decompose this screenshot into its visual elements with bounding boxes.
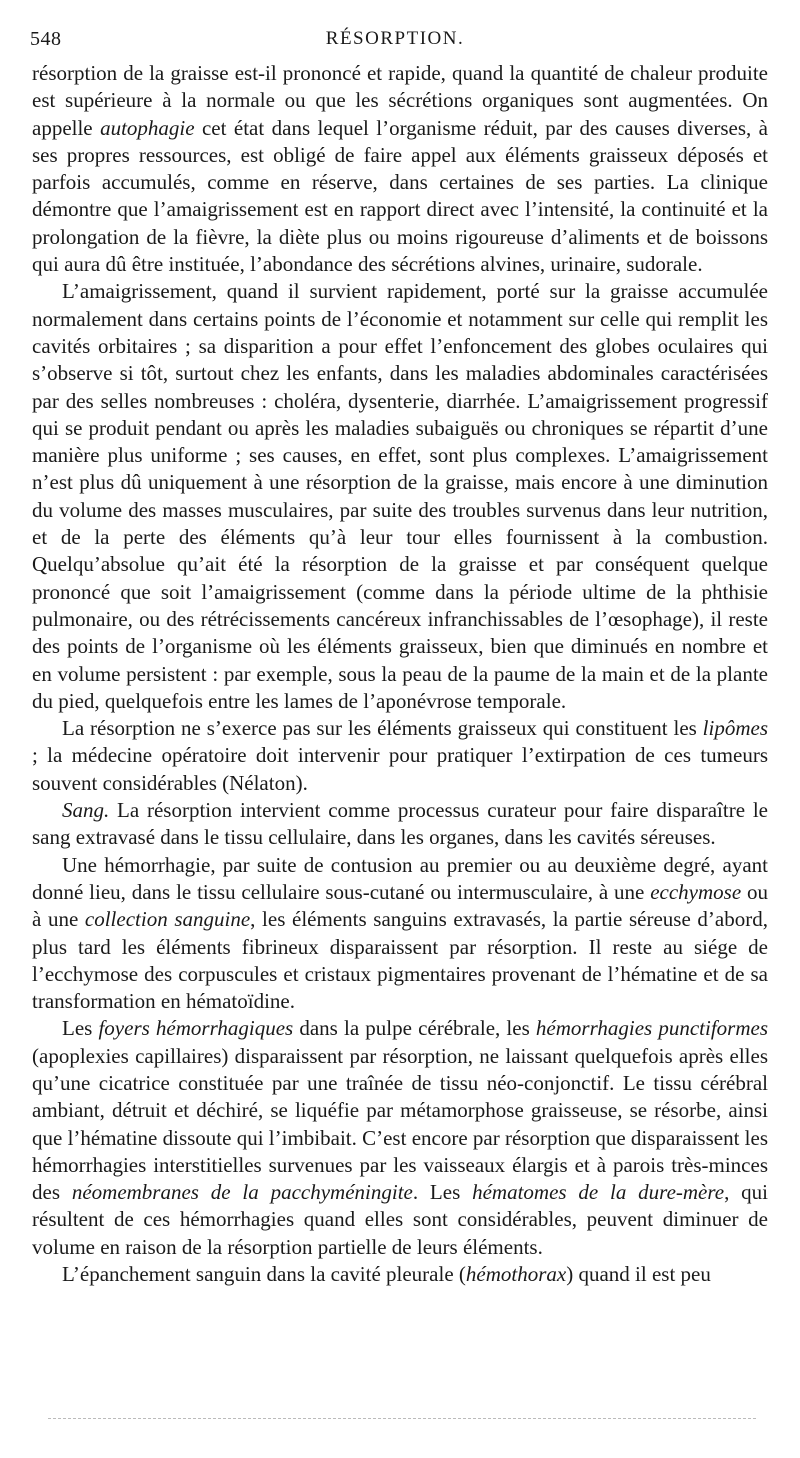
footer-rule	[48, 1418, 756, 1419]
text-run: ou à une	[32, 879, 768, 932]
text-run: cet état dans lequel l’organisme réduit, par des causes diverses, à ses propres ressources, est obligé de faire appel aux éléments graisseux déposés et parfois accumulés, comme en réserve, dans certaines de ses parties. La clinique démontre que l’amaigrissement est en rapport direct avec l’intensité, la continuité et la prolongation de la fièvre, la diète plus ou moins rigoureuse d’aliments et de boissons qui aura dû être instituée, l’abondance des sécrétions alvines, urinaire, sudorale.	[32, 115, 768, 277]
paragraph	[32, 852, 768, 1016]
text-run: , les éléments sanguins extravasés, la partie séreuse d’abord, plus tard les éléments fibrineux disparaissent par résorption. Il reste au siége de l’ecchymose des corpuscules et cristaux pigmentaires provenant de l’hématine et de sa transformation en hématoïdine.	[32, 907, 768, 1014]
text-body	[32, 60, 768, 1288]
italic-term: ecchymose	[650, 879, 742, 904]
italic-term: autophagie	[100, 115, 195, 140]
italic-term: collection sanguine	[84, 907, 251, 932]
italic-term: hémorrhagies punctiformes	[535, 1016, 768, 1041]
paragraph	[32, 1015, 768, 1261]
text-run: Une hémorrhagie, par suite de contusion au premier ou au deuxième degré, ayant donné lieu, dans le tissu cellulaire sous-cutané ou intermusculaire, à une	[32, 852, 768, 904]
italic-term: hématomes de la dure-mère	[472, 1180, 725, 1205]
italic-term: Sang.	[62, 798, 110, 823]
text-run: ) quand il est peu	[566, 1262, 711, 1287]
text-run: ; la médecine opératoire doit intervenir pour pratiquer l’extirpation de ces tumeurs souvent considérables (Nélaton).	[32, 743, 768, 795]
text-run: La résorption intervient comme processus curateur pour faire disparaître le sang extravasé dans le tissu cellulaire, dans les organes, dans les cavités séreuses.	[32, 798, 768, 850]
italic-term: foyers hémorrhagiques	[98, 1016, 294, 1041]
running-title: RÉSORPTION.	[325, 28, 465, 49]
page-header	[30, 28, 760, 58]
paragraph	[32, 278, 768, 715]
text-run: L’amaigrissement, quand il survient rapidement, porté sur la graisse accumulée normalement dans certains points de l’économie et notamment sur celle qui remplit les cavités orbitaires ; sa disparition a pour effet l’enfoncement des globes oculaires qui s’observe si tôt, surtout chez les enfants, dans les maladies abdominales caractérisées par des selles nombreuses : choléra, dysenterie, diarrhée. L’amaigrissement progressif qui se produit pendant ou après les maladies subaiguës ou chroniques se répartit d’une manière plus uniforme ; ses causes, en effet, sont plus complexes. L’amaigrissement n’est plus dû uniquement à une résorption de la graisse, mais encore à une diminution du volume des masses musculaires, par suite des troubles survenus dans leur nutrition, et de la perte des éléments qu’à leur tour elles fournissent à la combustion. Quelqu’absolue qu’ait été la résorption de la graisse et par conséquent quelque prononcé que soit l’amaigrissement (comme dans la période ultime de la phthisie pulmonaire, ou des rétrécissements cancéreux infranchissables de l’œsophage), il reste des points de l’organisme où les éléments graisseux, bien que diminués en nombre et en volume persistent : par exemple, sous la peau de la paume de la main et de la plante du pied, quelquefois entre les lames de l’aponévrose temporale.	[32, 279, 768, 713]
paragraph	[32, 715, 768, 797]
paragraph	[32, 797, 768, 852]
text-run: L’épanchement sanguin dans la cavité pleurale (	[62, 1262, 466, 1287]
paragraph	[32, 1261, 768, 1288]
text-run: dans la pulpe cérébrale, les	[293, 1016, 536, 1041]
text-run: . Les	[412, 1180, 473, 1205]
text-run: résorption de la graisse est-il prononcé et rapide, quand la quantité de chaleur produite est supérieure à la normale ou que les sécrétions organiques sont augmentées. On appelle	[32, 61, 768, 140]
text-run: , qui résultent de ces hémorrhagies quand elles sont considérables, peuvent diminuer de volume en raison de la résorption partielle de leurs éléments.	[32, 1180, 768, 1259]
italic-term: néomembranes de la pacchyméningite	[71, 1180, 413, 1205]
italic-term: hémothorax	[465, 1262, 567, 1287]
page-number: 548	[30, 28, 62, 50]
italic-term: lipômes	[702, 716, 768, 741]
text-run: La résorption ne s’exerce pas sur les éléments graisseux qui constituent les	[62, 716, 703, 741]
text-run: Les	[62, 1016, 99, 1041]
text-run: (apoplexies capillaires) disparaissent par résorption, ne laissant quelquefois après elles qu’une cicatrice constituée par une traînée de tissu néo-conjonctif. Le tissu cérébral ambiant, détruit et déchiré, se liquéfie par métamorphose graisseuse, se résorbe, ainsi que l’hématine dissoute qui l’imbibait. C’est encore par résorption que disparaissent les hémorrhagies interstitielles survenues par les vaisseaux élargis et à parois très-minces des	[32, 1043, 768, 1205]
paragraph	[32, 60, 768, 278]
